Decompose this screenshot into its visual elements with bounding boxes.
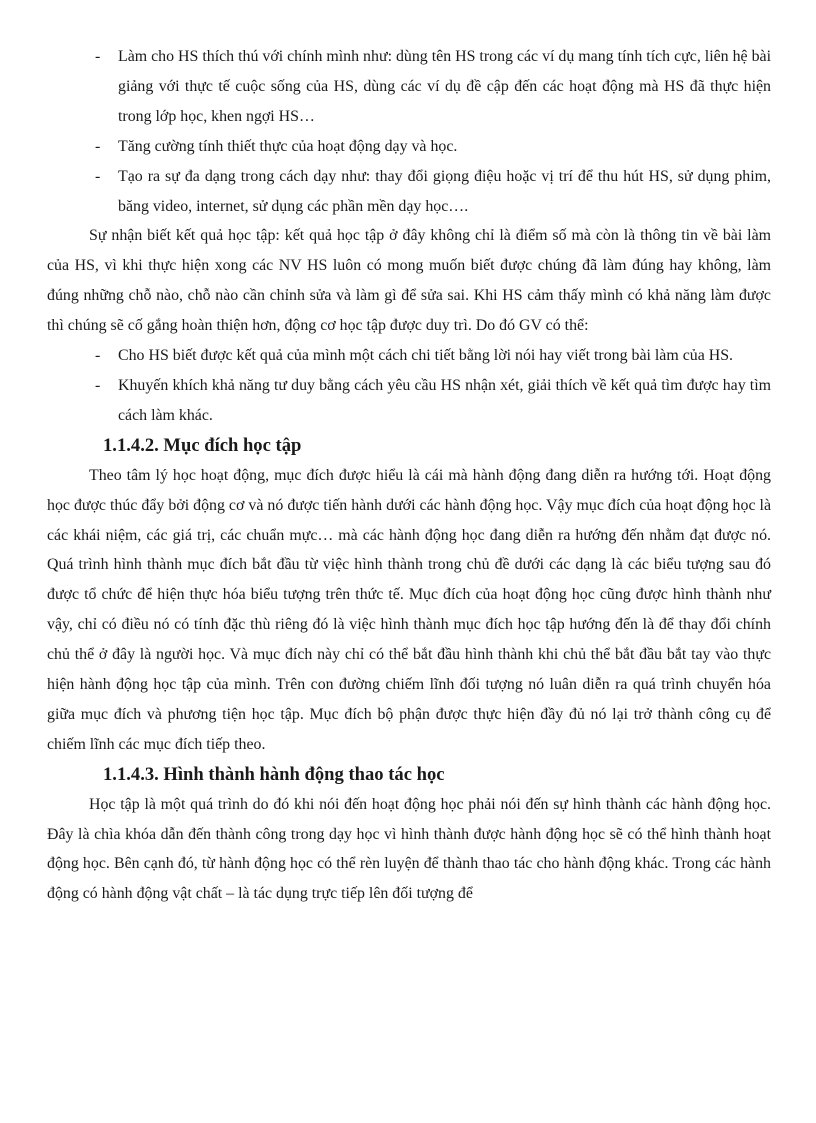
list-item bbox=[47, 341, 771, 371]
section-heading-goal: 1.1.4.2. Mục đích học tập bbox=[103, 434, 302, 456]
bullet-dash: - bbox=[95, 167, 101, 185]
bullet-dash: - bbox=[95, 347, 101, 365]
bullet-list-engagement bbox=[47, 42, 771, 221]
bullet-list-teacher-actions bbox=[47, 341, 771, 431]
list-item-text: Khuyến khích khả năng tư duy bằng cách yêu cầu HS nhận xét, giải thích về kết quả tìm được hay tìm cách làm khác. bbox=[118, 376, 771, 424]
paragraph-actions: Học tập là một quá trình do đó khi nói đến hoạt động học phải nói đến sự hình thành các hành động học. Đây là chìa khóa dẫn đến thành công trong dạy học vì hình thành được hành động học sẽ có thể hình thành hoạt động học. Bên cạnh đó, từ hành động học có thể rèn luyện để thành thao tác cho hành động khác. Trong các hành động có hành động vật chất – là tác dụng trực tiếp lên đối tượng để bbox=[47, 795, 771, 903]
list-item-text: Làm cho HS thích thú với chính mình như: dùng tên HS trong các ví dụ mang tính tích cực, liên hệ bài giảng với thực tế cuộc sống của HS, dùng các ví dụ đề cập đến các hoạt động mà HS đã thực hiện trong lớp học, khen ngợi HS… bbox=[118, 48, 771, 125]
bullet-dash: - bbox=[95, 137, 101, 155]
bullet-dash: - bbox=[95, 376, 101, 394]
list-item bbox=[47, 42, 771, 132]
list-item bbox=[47, 371, 771, 431]
list-item-text: Tạo ra sự đa dạng trong cách dạy như: thay đổi giọng điệu hoặc vị trí để thu hút HS, sử dụng phim, băng video, internet, sử dụng các phần mền dạy học…. bbox=[118, 167, 771, 215]
list-item-text: Cho HS biết được kết quả của mình một cách chi tiết bằng lời nói hay viết trong bài làm của HS. bbox=[118, 347, 734, 365]
section-heading-actions: 1.1.4.3. Hình thành hành động thao tác học bbox=[103, 763, 445, 785]
list-item bbox=[47, 162, 771, 222]
list-item bbox=[47, 132, 771, 162]
list-item-text: Tăng cường tính thiết thực của hoạt động dạy và học. bbox=[118, 137, 458, 155]
paragraph-goal: Theo tâm lý học hoạt động, mục đích được hiểu là cái mà hành động đang diễn ra hướng tới. Hoạt động học được thúc đẩy bởi động cơ và nó được tiến hành dưới các hành động học. Vậy mục đích của hoạt động học là các khái niệm, các giá trị, các chuẩn mực… mà các hành động học đang diễn ra hướng đến nhằm đạt được nó. Quá trình hình thành mục đích bắt đầu từ việc hình thành trong chủ đề dưới các dạng là các biểu tượng sau đó được tổ chức để hiện thực hóa biểu tượng trên thức tế. Mục đích của hoạt động học cũng được hình thành như vậy, chỉ có điều nó có tính đặc thù riêng đó là việc hình thành mục đích học tập hướng đến là để thay đổi chính chủ thể ở đây là người học. Và mục đích này chỉ có thể bắt đầu hình thành khi chủ thể bắt đầu bắt tay vào thực hiện hành động học tập của mình. Trên con đường chiếm lĩnh đối tượng nó luân diễn ra quá trình chuyển hóa giữa mục đích và phương tiện học tập. Mục đích bộ phận được thực hiện đầy đủ nó lại trở thành công cụ để chiếm lĩnh các mục đích tiếp theo. bbox=[47, 466, 771, 753]
bullet-dash: - bbox=[95, 48, 101, 65]
document-page bbox=[47, 42, 771, 909]
paragraph-feedback: Sự nhận biết kết quả học tập: kết quả học tập ở đây không chỉ là điểm số mà còn là thông tin về bài làm của HS, vì khi thực hiện xong các NV HS luôn có mong muốn biết được chúng đã làm đúng hay không, làm đúng những chỗ nào, chỗ nào cần chỉnh sửa và làm gì để sửa sai. Khi HS cảm thấy mình có khả năng làm được thì chúng sẽ cố gắng hoàn thiện hơn, động cơ học tập được duy trì. Do đó GV có thể: bbox=[47, 227, 771, 335]
